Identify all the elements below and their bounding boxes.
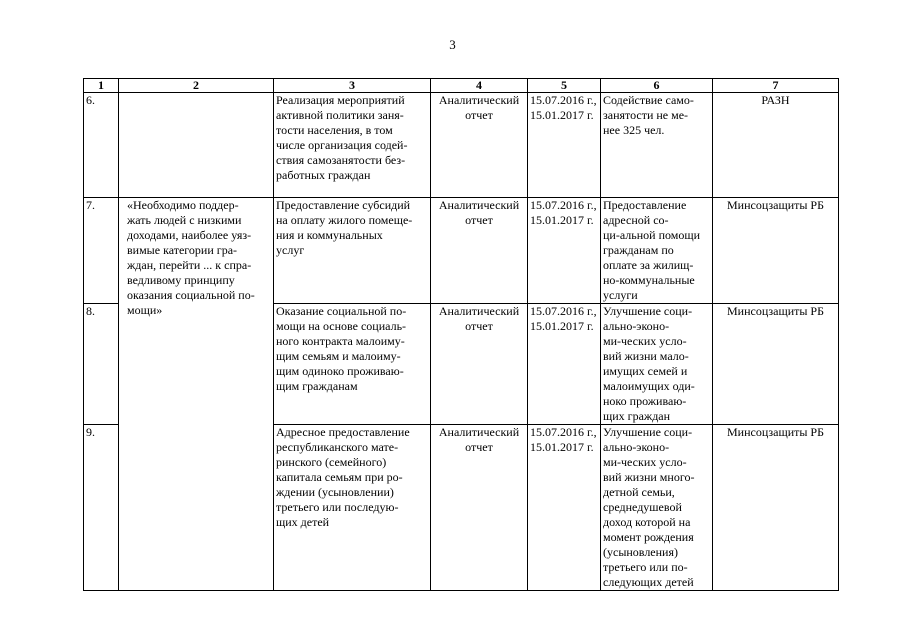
table-row [84,198,839,304]
table-row [84,93,839,198]
measure-text: Реализация мероприятий активной политики заня- тости населения, в том числе организация содей- ствия самозанятости без- работных граждан [276,93,408,182]
direction-cell [119,198,274,591]
report-form-cell [431,425,528,591]
report-form-cell [431,198,528,304]
row-number: 7. [86,198,95,212]
responsible-text: Минсоцзащиты РБ [726,304,824,318]
report-form-cell [431,304,528,425]
col-header-3: 3 [274,79,431,93]
result-text: Предоставление адресной со- ци-альной помощи гражданам по оплате за жилищ- но-коммунальные услуги [603,198,701,302]
responsible-cell [713,304,839,425]
report-form-text: Аналитический отчет [438,304,520,333]
responsible-text: Минсоцзащиты РБ [726,425,824,439]
measure-cell [274,304,431,425]
dates-cell [528,198,601,304]
responsible-text: Минсоцзащиты РБ [726,198,824,212]
page-number: 3 [449,37,456,52]
dates-cell [528,304,601,425]
col-header-2: 2 [119,79,274,93]
dates-text: 15.07.2016 г., 15.01.2017 г. [530,93,597,122]
col-header-5: 5 [528,79,601,93]
row-number-cell [84,425,119,591]
responsible-cell [713,425,839,591]
row-number-cell [84,198,119,304]
plan-table [83,78,839,591]
dates-text: 15.07.2016 г., 15.01.2017 г. [530,425,597,454]
measure-text: Оказание социальной по- мощи на основе социаль- ного контракта малоиму- щим семьям и малоиму- щим одиноко проживаю- щим гражданам [276,304,407,393]
direction-text: «Необходимо поддер- жать людей с низкими доходами, наиболее уяз- вимые категории гра- ждан, перейти ... к спра- ведливому принципу оказания социальной по- мощи» [127,198,255,317]
responsible-text: РАЗН [761,93,790,107]
result-text: Улучшение соци- ально-эконо- ми-ческих усло- вий жизни много- детной семьи, среднедушевой доход которой на момент рождения (усыновления) третьего или по- следующих детей [603,425,695,589]
row-number: 9. [86,425,95,439]
row-number-cell [84,93,119,198]
result-cell [601,425,713,591]
report-form-text: Аналитический отчет [438,425,520,454]
result-cell [601,93,713,198]
measure-cell [274,93,431,198]
dates-text: 15.07.2016 г., 15.01.2017 г. [530,304,597,333]
dates-cell [528,93,601,198]
col-header-4: 4 [431,79,528,93]
col-header-6: 6 [601,79,713,93]
dates-text: 15.07.2016 г., 15.01.2017 г. [530,198,597,227]
measure-text: Адресное предоставление республиканского мате- ринского (семейного) капитала семьям при ро- ждении (усыновлении) третьего или последую- щих детей [276,425,410,529]
responsible-cell [713,93,839,198]
report-form-text: Аналитический отчет [438,93,520,122]
measure-cell [274,425,431,591]
report-form-cell [431,93,528,198]
measure-cell [274,198,431,304]
dates-cell [528,425,601,591]
table-header-row [84,79,839,93]
row-number: 6. [86,93,95,107]
row-number-cell [84,304,119,425]
direction-cell-empty [119,93,274,198]
col-header-1: 1 [84,79,119,93]
measure-text: Предоставление субсидий на оплату жилого помеще- ния и коммунальных услуг [276,198,413,257]
result-cell [601,304,713,425]
result-text: Улучшение соци- ально-эконо- ми-ческих усло- вий жизни мало- имущих семей и малоимущих оди- ноко проживаю- щих граждан [603,304,695,423]
responsible-cell [713,198,839,304]
row-number: 8. [86,304,95,318]
report-form-text: Аналитический отчет [438,198,520,227]
result-text: Содействие само- занятости не ме- нее 325 чел. [603,93,694,137]
col-header-7: 7 [713,79,839,93]
result-cell [601,198,713,304]
